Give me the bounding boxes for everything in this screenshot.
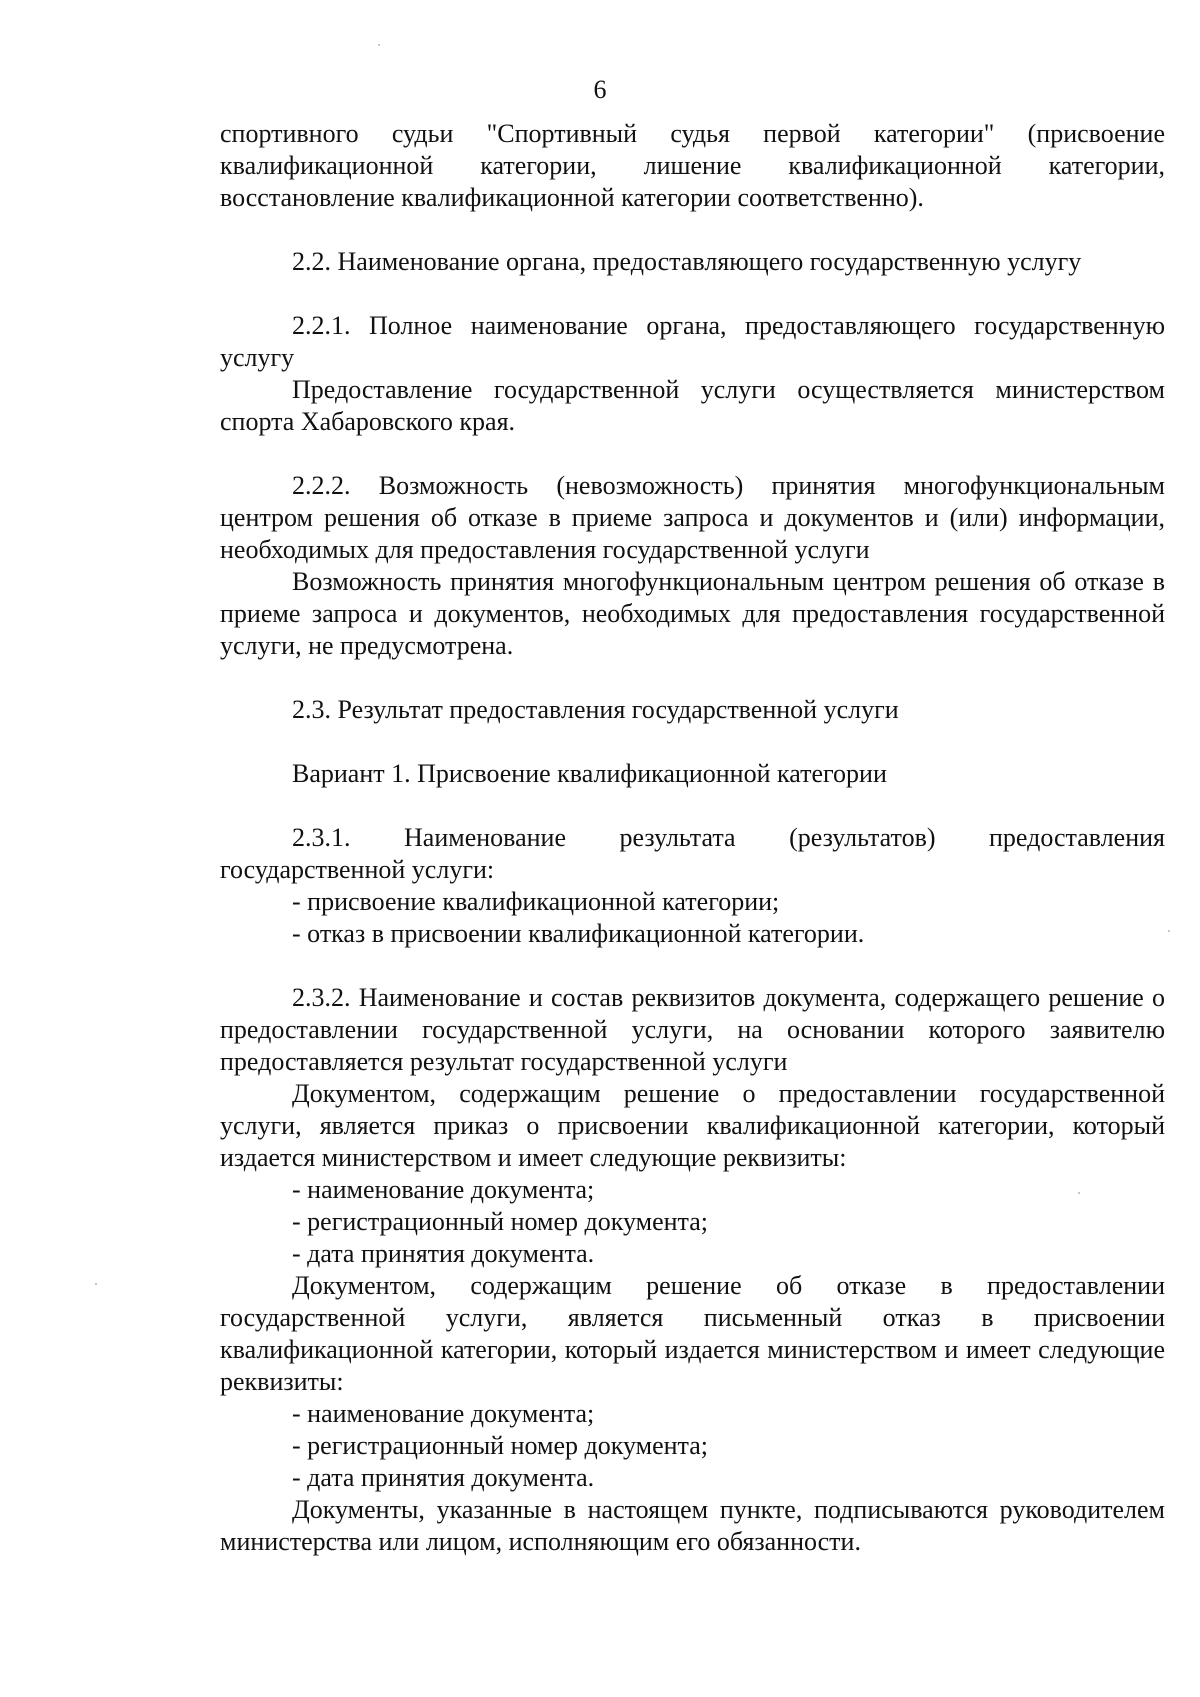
section-heading-2-2: 2.2. Наименование органа, предоставляющего государственную услугу [292, 247, 1082, 276]
paragraph-2-2-2: Возможность принятия многофункциональным центром решения об отказе в приеме запроса и документов, необходимых для предоставления государственной услуги, не предусмотрена. [220, 567, 1165, 660]
list-item: - присвоение квалификационной категории; [292, 887, 780, 916]
spacer [220, 950, 1165, 982]
variant-heading-1: Вариант 1. Присвоение квалификационной категории [292, 759, 887, 788]
paragraph-signing: Документы, указанные в настоящем пункте, подписываются руководителем министерства или лицом, исполняющим его обязанности. [220, 1495, 1165, 1556]
paragraph-continuation: спортивного судьи "Спортивный судья первой категории" (присвоение квалификационной категории, лишение квалификационной категории, восстановление квалификационной категории соответственно). [220, 119, 1165, 212]
document-body [220, 118, 1165, 1558]
section-heading-2-3-2: 2.3.2. Наименование и состав реквизитов документа, содержащего решение о предоставлении государственной услуги, на основании которого заявителю предоставляется результат государственной услуги [220, 983, 1165, 1076]
section-heading-2-2-2: 2.2.2. Возможность (невозможность) принятия многофункциональным центром решения об отказе в приеме запроса и документов и (или) информации, необходимых для предоставления государственной услуги [220, 471, 1165, 564]
section-heading-2-2-1: 2.2.1. Полное наименование органа, предоставляющего государственную услугу [220, 311, 1165, 372]
list-item: - дата принятия документа. [292, 1239, 595, 1268]
list-item: - регистрационный номер документа; [292, 1431, 708, 1460]
list-item: - наименование документа; [292, 1175, 595, 1204]
spacer [220, 278, 1165, 310]
scan-speck [378, 44, 380, 46]
section-heading-2-3: 2.3. Результат предоставления государственной услуги [292, 695, 899, 724]
list-item: - дата принятия документа. [292, 1463, 595, 1492]
list-item: - отказ в присвоении квалификационной категории. [292, 919, 865, 948]
spacer [220, 438, 1165, 470]
spacer [220, 790, 1165, 822]
paragraph-2-2-1: Предоставление государственной услуги осуществляется министерством спорта Хабаровского края. [220, 375, 1165, 436]
page-number: 6 [593, 75, 607, 104]
list-item: - наименование документа; [292, 1399, 595, 1428]
section-heading-2-3-1: 2.3.1. Наименование результата (результатов) предоставления государственной услуги: [220, 823, 1165, 884]
paragraph-refusal-document: Документом, содержащим решение об отказе в предоставлении государственной услуги, является письменный отказ в присвоении квалификационной категории, который издается министерством и имеет следующие реквизиты: [220, 1271, 1165, 1396]
scan-speck [1168, 930, 1170, 932]
scan-speck [95, 1283, 97, 1285]
spacer [220, 662, 1165, 694]
scan-speck [1078, 1192, 1080, 1194]
paragraph-grant-document: Документом, содержащим решение о предоставлении государственной услуги, является приказ о присвоении квалификационной категории, который издается министерством и имеет следующие реквизиты: [220, 1079, 1165, 1172]
list-item: - регистрационный номер документа; [292, 1207, 708, 1236]
spacer [220, 214, 1165, 246]
spacer [220, 726, 1165, 758]
